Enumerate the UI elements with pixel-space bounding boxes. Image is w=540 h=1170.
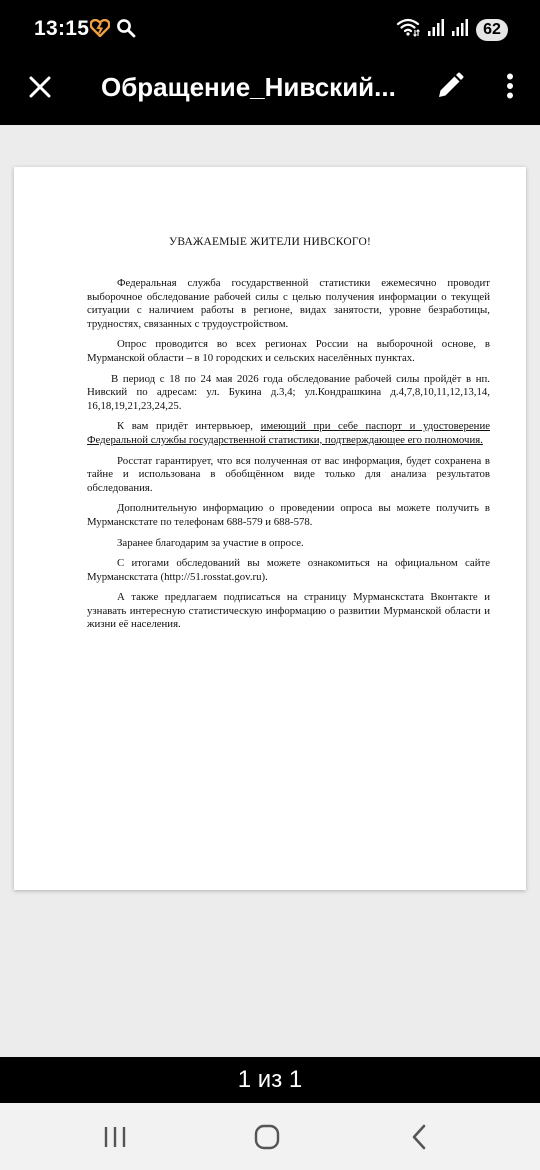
paragraph-results-site: С итогами обследований вы можете ознакомиться на официальном сайте Мурманскстата (http://51.rosstat.gov.ru). bbox=[87, 557, 490, 583]
close-button[interactable] bbox=[22, 69, 58, 105]
navigation-bar bbox=[0, 1103, 540, 1170]
battery-level: 62 bbox=[476, 19, 508, 41]
home-icon bbox=[254, 1124, 280, 1150]
paragraph-thanks: Заранее благодарим за участие в опросе. bbox=[117, 536, 304, 549]
paragraph-vkontakte: А также предлагаем подписаться на страницу Мурманскстата Вконтакте и узнавать интересную статистическую информацию о развитии Мурманской области и жизни её населения. bbox=[87, 591, 490, 631]
status-right-icons bbox=[396, 17, 508, 42]
recents-icon bbox=[103, 1126, 127, 1148]
home-button[interactable] bbox=[249, 1119, 285, 1155]
signal-2-icon bbox=[452, 18, 468, 41]
document-body bbox=[87, 277, 490, 639]
document-title: Обращение_Нивский... bbox=[101, 72, 396, 102]
interviewer-credentials-text: имеющий при себе паспорт и удостоверение Федеральной службы государственной статистики, подтверждающее его полномочия. bbox=[87, 420, 491, 446]
heart-broken-icon bbox=[90, 19, 110, 42]
more-vertical-icon bbox=[506, 73, 514, 99]
back-icon bbox=[410, 1124, 428, 1150]
interviewer-text: К вам придёт интервьюер, bbox=[117, 420, 261, 433]
paragraph-confidentiality: Росстат гарантирует, что вся полученная от вас информация, будет сохранена в тайне и использована в обобщённом виде только для анализа результатов обследования. bbox=[87, 454, 490, 494]
paragraph-survey-regions: Опрос проводится во всех регионах России на выборочной основе, в Мурманской области – в 10 городских и сельских населённых пунктах. bbox=[87, 338, 490, 364]
more-options-button[interactable] bbox=[492, 68, 528, 104]
wifi-icon bbox=[396, 17, 420, 42]
recents-button[interactable] bbox=[97, 1119, 133, 1155]
search-icon bbox=[116, 18, 136, 43]
status-time: 13:15 bbox=[34, 17, 90, 40]
paragraph-survey-dates: В период с 18 по 24 мая 2026 года обследование рабочей силы пройдёт в нп. Нивский по адресам: ул. Букина д.3,4; ул.Кондрашкина д.4,7,8,10,11,12,13,14, 16,18,19,21,23,24,25. bbox=[87, 372, 490, 412]
document-heading: УВАЖАЕМЫЕ ЖИТЕЛИ НИВСКОГО! bbox=[168, 236, 371, 248]
close-icon bbox=[28, 75, 52, 99]
document-page[interactable] bbox=[14, 167, 526, 890]
paragraph-contact-phones: Дополнительную информацию о проведении опроса вы можете получить в Мурманскстате по телефонам 688-579 и 688-578. bbox=[87, 502, 490, 528]
page-indicator: 1 из 1 bbox=[0, 1057, 540, 1103]
document-viewer[interactable] bbox=[0, 125, 540, 1057]
signal-1-icon bbox=[428, 18, 444, 41]
status-left-icons bbox=[90, 18, 136, 43]
edit-button[interactable] bbox=[432, 68, 468, 104]
paragraph-interviewer bbox=[87, 420, 490, 447]
back-button[interactable] bbox=[401, 1119, 437, 1155]
paragraph-survey-purpose: Федеральная служба государственной статистики ежемесячно проводит выборочное обследование рабочей силы с целью получения информации о текущей ситуации с наличием работы в регионе, видах занятости, уровне безработицы, трудностях, связанных с трудоустройством. bbox=[87, 277, 490, 330]
status-bar bbox=[0, 0, 540, 58]
pencil-icon bbox=[436, 72, 464, 100]
app-toolbar bbox=[0, 58, 540, 125]
